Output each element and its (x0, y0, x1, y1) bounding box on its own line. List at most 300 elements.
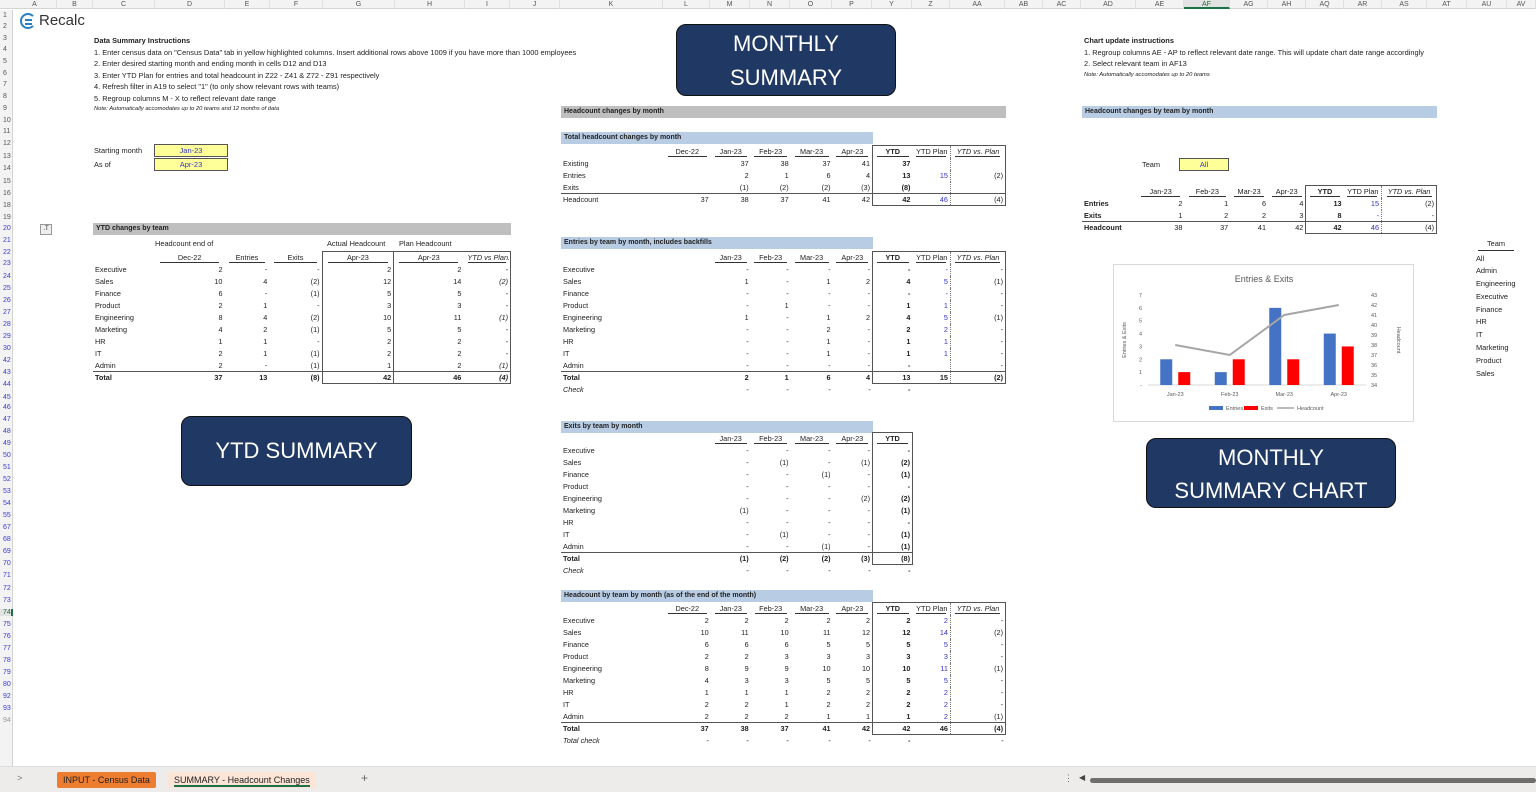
cell-month[interactable]: - (746, 337, 749, 346)
cell-month[interactable]: 1 (744, 277, 749, 286)
column-header-a[interactable]: A (13, 0, 57, 9)
cell-ytd[interactable]: 1 (873, 336, 913, 348)
cell-ytd[interactable]: (2) (873, 493, 913, 505)
cell-ytd-vs-plan[interactable]: (4) (950, 723, 1005, 735)
row-header-74[interactable]: 74 (0, 609, 13, 616)
cell-month[interactable]: 2 (866, 616, 871, 625)
row-label[interactable]: Admin (563, 360, 584, 370)
cell-month[interactable]: 1 (826, 313, 831, 322)
row-header-92[interactable]: 92 (3, 693, 11, 700)
cell-ytd-plan[interactable]: 11 (940, 664, 948, 673)
row-header-47[interactable]: 47 (3, 416, 11, 423)
cell-month[interactable]: 2 (704, 652, 709, 661)
bar-entries[interactable] (1324, 334, 1336, 385)
cell-month[interactable]: - (746, 736, 749, 745)
row-header-16[interactable]: 16 (3, 190, 11, 197)
cell-month[interactable]: - (786, 470, 789, 479)
row-header-7[interactable]: 7 (3, 81, 7, 88)
sheet-nav-next-icon[interactable]: > (17, 773, 23, 783)
cell-ytd-vs-plan[interactable]: - (950, 300, 1005, 312)
cell-ytd[interactable]: 13 (873, 372, 913, 384)
cell-ytd[interactable]: (1) (873, 505, 913, 517)
cell-month[interactable]: 2 (826, 616, 831, 625)
cell-ytd-plan[interactable]: 2 (943, 616, 948, 625)
cell-month[interactable]: 2 (744, 700, 749, 709)
cell-ytd[interactable]: 42 (873, 723, 913, 735)
team-label[interactable]: Finance (95, 289, 121, 298)
cell-month[interactable]: 2 (866, 700, 871, 709)
cell-actual[interactable]: 2 (322, 336, 394, 348)
cell-month[interactable]: - (746, 458, 749, 467)
cell-ytd-vs-plan[interactable] (950, 158, 1005, 170)
row-header-11[interactable]: 11 (3, 128, 11, 135)
column-header-o[interactable]: O (790, 0, 832, 9)
cell-var[interactable]: - (463, 336, 510, 348)
cell-start[interactable]: 8 (218, 313, 223, 322)
cell-var[interactable]: - (463, 300, 510, 312)
cell-ytd[interactable]: 1 (873, 348, 913, 360)
cell-exits[interactable]: (8) (269, 372, 322, 384)
cell-month[interactable]: - (746, 325, 749, 334)
row-label[interactable]: Marketing (563, 325, 596, 334)
cell-exits[interactable]: (1) (310, 289, 320, 298)
cell-var[interactable]: - (463, 348, 510, 360)
row-header-26[interactable]: 26 (3, 297, 11, 304)
cell-ytd-vs-plan[interactable]: - (950, 360, 1005, 372)
row-header-55[interactable]: 55 (3, 512, 11, 519)
cell-month[interactable]: - (786, 360, 789, 370)
cell-var[interactable]: - (463, 264, 510, 276)
cell-month[interactable]: 9 (744, 664, 749, 673)
row-header-53[interactable]: 53 (3, 488, 11, 495)
cell-month[interactable]: - (786, 446, 789, 455)
row-header-22[interactable]: 22 (3, 249, 11, 256)
cell-month[interactable]: 1 (826, 337, 831, 346)
row-label[interactable]: Admin (563, 711, 584, 721)
cell-ytd-vs-plan[interactable]: (2) (950, 372, 1005, 384)
cell-ytd[interactable]: 2 (873, 687, 913, 699)
cell-month[interactable]: (1) (711, 553, 751, 565)
cell-month[interactable]: - (786, 518, 789, 527)
cell-month[interactable]: - (746, 494, 749, 503)
column-header-ah[interactable]: AH (1268, 0, 1306, 9)
cell-ytd[interactable]: - (873, 517, 913, 529)
row-header-23[interactable]: 23 (3, 260, 11, 267)
cell-entries[interactable]: 1 (263, 301, 268, 310)
cell-ytd-plan[interactable] (912, 158, 950, 170)
row-label[interactable]: HR (563, 337, 574, 346)
team-label[interactable]: Sales (95, 277, 114, 286)
column-header-aq[interactable]: AQ (1306, 0, 1344, 9)
cell-month[interactable]: - (828, 289, 831, 298)
cell-month[interactable]: (1) (779, 458, 789, 467)
cell-month[interactable]: 2 (865, 313, 871, 322)
cell-var[interactable]: (1) (463, 312, 510, 324)
row-label[interactable]: HR (563, 688, 574, 697)
cell-ytd[interactable]: 3 (873, 651, 913, 663)
cell-exits[interactable]: - (317, 337, 320, 346)
cell-ytd-plan[interactable]: 3 (943, 652, 948, 661)
cell-ytd[interactable]: 2 (873, 324, 913, 336)
cell-month[interactable]: 2 (826, 688, 831, 697)
cell-ytd-plan[interactable]: 15 (912, 372, 950, 384)
monthly-summary-chart-banner[interactable] (1146, 438, 1396, 508)
team-label[interactable]: Marketing (95, 325, 128, 334)
cell-start[interactable]: 1 (218, 337, 223, 346)
cell-month[interactable]: - (746, 360, 749, 370)
column-header-z[interactable]: Z (912, 0, 950, 9)
row-header-6[interactable]: 6 (3, 70, 7, 77)
cell-month[interactable]: 2 (1178, 199, 1183, 208)
team-label[interactable]: Engineering (95, 313, 134, 322)
cell-ytd-vs-plan[interactable]: (4) (1382, 222, 1437, 234)
cell-month[interactable]: - (828, 360, 831, 370)
cell-month[interactable]: - (828, 482, 831, 491)
row-label[interactable]: Marketing (563, 676, 596, 685)
cell-month[interactable]: 5 (826, 676, 831, 685)
row-label[interactable]: Engineering (563, 664, 602, 673)
row-header-19[interactable]: 19 (3, 214, 11, 221)
tab-summary-headcount-changes[interactable] (168, 772, 316, 788)
cell-month[interactable]: 4 (704, 676, 709, 685)
cell-month[interactable]: - (786, 541, 789, 551)
cell-ytd-vs-plan[interactable]: (1) (950, 312, 1005, 324)
cell-ytd-plan[interactable]: 1 (943, 301, 948, 310)
cell-ytd-plan[interactable]: 2 (943, 711, 948, 721)
entries-exits-chart[interactable] (1113, 264, 1414, 422)
cell-month[interactable]: 38 (711, 194, 751, 206)
monthly-summary-banner[interactable] (676, 24, 896, 96)
column-header-p[interactable]: P (832, 0, 872, 9)
cell-month[interactable]: (1) (821, 541, 831, 551)
cell-ytd-plan[interactable]: 15 (939, 171, 948, 180)
cell-entries[interactable]: - (264, 289, 268, 298)
row-header-46[interactable]: 46 (3, 404, 11, 411)
cell-entries[interactable]: - (264, 360, 268, 370)
cell-month[interactable]: 38 (1137, 222, 1185, 234)
cell-month[interactable]: 3 (826, 652, 831, 661)
cell-month[interactable]: 3 (1299, 210, 1304, 220)
cell-ytd-vs-plan[interactable]: - (1001, 736, 1004, 746)
row-label[interactable]: Entries (563, 171, 586, 180)
team-label[interactable]: HR (95, 337, 106, 346)
cell-month[interactable]: - (786, 494, 789, 503)
team-list-item[interactable]: HR (1476, 317, 1487, 327)
cell-ytd[interactable]: - (873, 264, 913, 276)
cell-month[interactable]: 38 (711, 723, 751, 735)
column-header-j[interactable]: J (510, 0, 560, 9)
cell-month[interactable]: - (786, 736, 789, 745)
cell-month[interactable]: - (828, 736, 831, 745)
cell-plan[interactable]: 2 (394, 336, 464, 348)
team-label[interactable]: Product (95, 301, 121, 310)
cell-month[interactable]: - (828, 385, 831, 394)
add-sheet-button[interactable]: + (361, 771, 369, 785)
cell-plan[interactable]: 5 (394, 288, 464, 300)
cell-var[interactable]: - (463, 288, 510, 300)
cell-month[interactable]: 11 (823, 628, 831, 637)
row-header-12[interactable]: 12 (3, 140, 11, 147)
column-header-ar[interactable]: AR (1344, 0, 1382, 9)
cell-month[interactable]: - (828, 566, 831, 575)
row-label[interactable]: Product (563, 301, 589, 310)
cell-ytd-vs-plan[interactable]: - (950, 651, 1005, 663)
row-header-73[interactable]: 73 (3, 597, 11, 604)
cell-actual[interactable]: 3 (322, 300, 394, 312)
column-header-b[interactable]: B (57, 0, 93, 9)
cell-month[interactable]: - (746, 541, 749, 551)
column-header-ad[interactable]: AD (1081, 0, 1136, 9)
row-label[interactable]: Existing (563, 159, 589, 168)
cell-month[interactable]: 1 (826, 277, 831, 286)
row-header-18[interactable]: 18 (3, 202, 11, 209)
cell-plan[interactable]: 2 (394, 348, 464, 360)
cell-month[interactable]: - (786, 385, 789, 394)
cell-month[interactable]: - (746, 470, 749, 479)
cell-entries[interactable]: 1 (263, 337, 268, 346)
cell-ytd-plan[interactable]: 14 (939, 628, 948, 637)
cell-plan[interactable]: 5 (394, 324, 464, 336)
row-header-15[interactable]: 15 (3, 178, 11, 185)
cell-month[interactable]: 2 (744, 652, 749, 661)
cell-month[interactable]: 2 (744, 171, 749, 180)
cell-ytd-plan[interactable]: 5 (943, 277, 948, 286)
row-header-27[interactable]: 27 (3, 309, 11, 316)
row-label[interactable]: Executive (563, 446, 595, 455)
row-header-72[interactable]: 72 (3, 585, 11, 592)
cell-month[interactable]: - (867, 301, 871, 310)
column-header-d[interactable]: D (155, 0, 225, 9)
cell-month[interactable]: (3) (861, 182, 871, 192)
cell-ytd[interactable]: 2 (873, 615, 913, 627)
cell-month[interactable]: 1 (784, 688, 789, 697)
cell-month[interactable]: 42 (833, 194, 873, 206)
cell-month[interactable]: - (868, 385, 871, 394)
bar-entries[interactable] (1215, 372, 1227, 385)
row-label[interactable]: Product (563, 652, 589, 661)
cell-var[interactable]: (4) (463, 372, 510, 384)
row-header-5[interactable]: 5 (3, 58, 7, 65)
row-header-76[interactable]: 76 (3, 633, 11, 640)
column-header-k[interactable]: K (560, 0, 663, 9)
cell-month[interactable]: 10 (780, 628, 789, 637)
column-header-f[interactable]: F (270, 0, 323, 9)
column-header-av[interactable]: AV (1507, 0, 1536, 9)
cell-var[interactable]: - (463, 324, 510, 336)
cell-ytd-plan[interactable]: 46 (912, 194, 950, 206)
cell-actual[interactable]: 10 (322, 312, 394, 324)
row-header-80[interactable]: 80 (3, 681, 11, 688)
cell-exits[interactable]: (1) (310, 325, 320, 334)
column-header-g[interactable]: G (323, 0, 395, 9)
row-header-44[interactable]: 44 (3, 381, 11, 388)
column-header-ac[interactable]: AC (1043, 0, 1081, 9)
row-header-28[interactable]: 28 (3, 321, 11, 328)
column-header-aa[interactable]: AA (950, 0, 1005, 9)
column-header-n[interactable]: N (750, 0, 790, 9)
cell-ytd-plan[interactable]: 46 (912, 723, 950, 735)
cell-plan[interactable]: 2 (394, 264, 464, 276)
row-label[interactable]: Engineering (563, 494, 602, 503)
cell-entries[interactable]: 4 (263, 313, 268, 322)
cell-ytd[interactable]: 4 (873, 312, 913, 324)
cell-month[interactable]: - (786, 566, 789, 575)
cell-actual[interactable]: 2 (322, 264, 394, 276)
row-header-3[interactable]: 3 (3, 35, 7, 42)
cell-month[interactable]: 3 (784, 676, 789, 685)
cell-ytd-plan[interactable]: 5 (943, 640, 948, 649)
cell-entries[interactable]: 2 (263, 325, 268, 334)
cell-ytd[interactable]: (8) (873, 182, 913, 194)
row-header-1[interactable]: 1 (3, 12, 7, 19)
cell-ytd-vs-plan[interactable]: - (950, 264, 1005, 276)
row-header-14[interactable]: 14 (3, 165, 11, 172)
cell-ytd[interactable]: 10 (873, 663, 913, 675)
cell-month[interactable]: 6 (784, 640, 789, 649)
row-header-79[interactable]: 79 (3, 669, 11, 676)
cell-month[interactable]: 2 (704, 711, 709, 721)
bar-exits[interactable] (1287, 359, 1299, 385)
column-header-l[interactable]: L (663, 0, 710, 9)
cell-exits[interactable]: (2) (310, 313, 320, 322)
cell-ytd-vs-plan[interactable]: - (950, 687, 1005, 699)
row-header-2[interactable]: 2 (3, 23, 7, 30)
row-label[interactable]: Headcount (1082, 222, 1137, 234)
cell-month[interactable]: (1) (821, 470, 831, 479)
cell-month[interactable]: 4 (1299, 199, 1304, 208)
cell-month[interactable]: 11 (741, 628, 749, 637)
cell-ytd[interactable]: 12 (873, 627, 913, 639)
row-label[interactable]: Executive (563, 616, 595, 625)
cell-month[interactable]: 42 (833, 723, 873, 735)
cell-ytd[interactable]: 1 (873, 711, 913, 723)
team-list-item[interactable]: All (1476, 253, 1485, 263)
cell-ytd-plan[interactable] (912, 360, 950, 372)
cell-month[interactable]: - (706, 736, 709, 745)
cell-actual[interactable]: 12 (322, 276, 394, 288)
row-header-54[interactable]: 54 (3, 500, 11, 507)
cell-month[interactable]: - (786, 506, 789, 515)
cell-actual[interactable]: 42 (322, 372, 394, 384)
cell-ytd[interactable]: (8) (873, 553, 913, 565)
cell-month[interactable]: 4 (833, 372, 873, 384)
row-label[interactable]: Finance (563, 289, 589, 298)
column-header-c[interactable]: C (93, 0, 155, 9)
cell-start[interactable]: 2 (218, 349, 223, 358)
row-label[interactable]: Total check (563, 736, 600, 745)
cell-month[interactable]: 1 (784, 301, 789, 310)
cell-ytd-vs-plan[interactable]: (1) (950, 663, 1005, 675)
cell-month[interactable]: 5 (866, 676, 871, 685)
tab-input-census-data[interactable]: INPUT - Census Data (57, 772, 156, 788)
cell-month[interactable]: - (746, 289, 749, 298)
cell-ytd[interactable]: - (873, 481, 913, 493)
cell-month[interactable]: - (867, 289, 871, 298)
cell-ytd[interactable]: 8 (1306, 210, 1344, 222)
row-header-67[interactable]: 67 (3, 524, 11, 531)
cell-month[interactable]: - (867, 337, 871, 346)
cell-ytd-vs-plan[interactable]: (1) (950, 711, 1005, 723)
cell-month[interactable]: 3 (744, 676, 749, 685)
cell-month[interactable]: 6 (826, 171, 831, 180)
cell-month[interactable] (664, 182, 711, 194)
cell-month[interactable]: - (868, 736, 871, 745)
cell-month[interactable]: (2) (791, 553, 833, 565)
cell-entries[interactable]: 1 (263, 349, 268, 358)
cell-month[interactable]: 2 (784, 711, 789, 721)
cell-ytd[interactable]: (1) (873, 541, 913, 553)
cell-month[interactable]: - (746, 482, 749, 491)
cell-ytd-vs-plan[interactable]: (2) (950, 627, 1005, 639)
cell-month[interactable]: 10 (861, 664, 871, 673)
row-header-13[interactable]: 13 (3, 153, 11, 160)
cell-month[interactable]: - (746, 349, 749, 358)
cell-month[interactable]: 1 (826, 349, 831, 358)
ytd-summary-banner[interactable]: YTD SUMMARY (181, 416, 412, 486)
cell-month[interactable]: (1) (861, 458, 871, 467)
team-select[interactable]: All (1179, 158, 1229, 171)
team-label[interactable]: IT (95, 349, 102, 358)
row-header-77[interactable]: 77 (3, 645, 11, 652)
cell-actual[interactable]: 1 (322, 360, 394, 372)
cell-month[interactable]: (2) (779, 182, 789, 192)
cell-exits[interactable]: (2) (310, 277, 320, 286)
cell-ytd-vs-plan[interactable]: - (950, 699, 1005, 711)
cell-month[interactable]: - (746, 446, 749, 455)
cell-start[interactable]: 37 (155, 372, 225, 384)
cell-start[interactable]: 2 (218, 360, 223, 370)
cell-ytd[interactable]: 5 (873, 639, 913, 651)
row-header-50[interactable]: 50 (3, 452, 11, 459)
cell-ytd[interactable]: 13 (873, 170, 913, 182)
cell-month[interactable]: - (867, 518, 871, 527)
column-header-ag[interactable]: AG (1230, 0, 1268, 9)
cell-month[interactable]: (2) (751, 553, 791, 565)
cell-month[interactable]: 12 (861, 628, 871, 637)
cell-month[interactable]: 2 (1261, 210, 1267, 220)
cell-month[interactable] (664, 170, 711, 182)
cell-ytd-vs-plan[interactable]: (1) (950, 276, 1005, 288)
cell-month[interactable]: - (867, 530, 871, 539)
cell-month[interactable]: - (867, 265, 871, 274)
cell-month[interactable]: 1 (826, 711, 831, 721)
column-header-i[interactable]: I (465, 0, 510, 9)
cell-month[interactable]: 42 (1268, 222, 1306, 234)
team-list-item[interactable]: Sales (1476, 368, 1495, 378)
row-label[interactable]: IT (563, 530, 570, 539)
row-header-9[interactable]: 9 (3, 105, 7, 112)
bar-exits[interactable] (1178, 372, 1190, 385)
team-list-item[interactable]: IT (1476, 330, 1483, 340)
cell-month[interactable]: 2 (744, 711, 749, 721)
cell-ytd[interactable]: 5 (873, 675, 913, 687)
cell-ytd[interactable]: 37 (873, 158, 913, 170)
column-header-ab[interactable]: AB (1005, 0, 1043, 9)
cell-month[interactable]: - (746, 566, 749, 575)
cell-month[interactable]: 3 (866, 652, 871, 661)
row-header-71[interactable]: 71 (3, 572, 11, 579)
cell-ytd[interactable]: - (873, 360, 913, 372)
cell-month[interactable]: - (786, 349, 789, 358)
cell-month[interactable]: (2) (821, 182, 831, 192)
row-header-24[interactable]: 24 (3, 273, 11, 280)
cell-month[interactable]: 41 (791, 194, 833, 206)
cell-month[interactable]: - (867, 349, 871, 358)
cell-month[interactable]: (1) (739, 506, 749, 515)
cell-month[interactable]: 1 (1178, 210, 1183, 220)
starting-month-input[interactable]: Jan-23 (154, 144, 228, 157)
team-list-item[interactable]: Admin (1476, 266, 1497, 276)
